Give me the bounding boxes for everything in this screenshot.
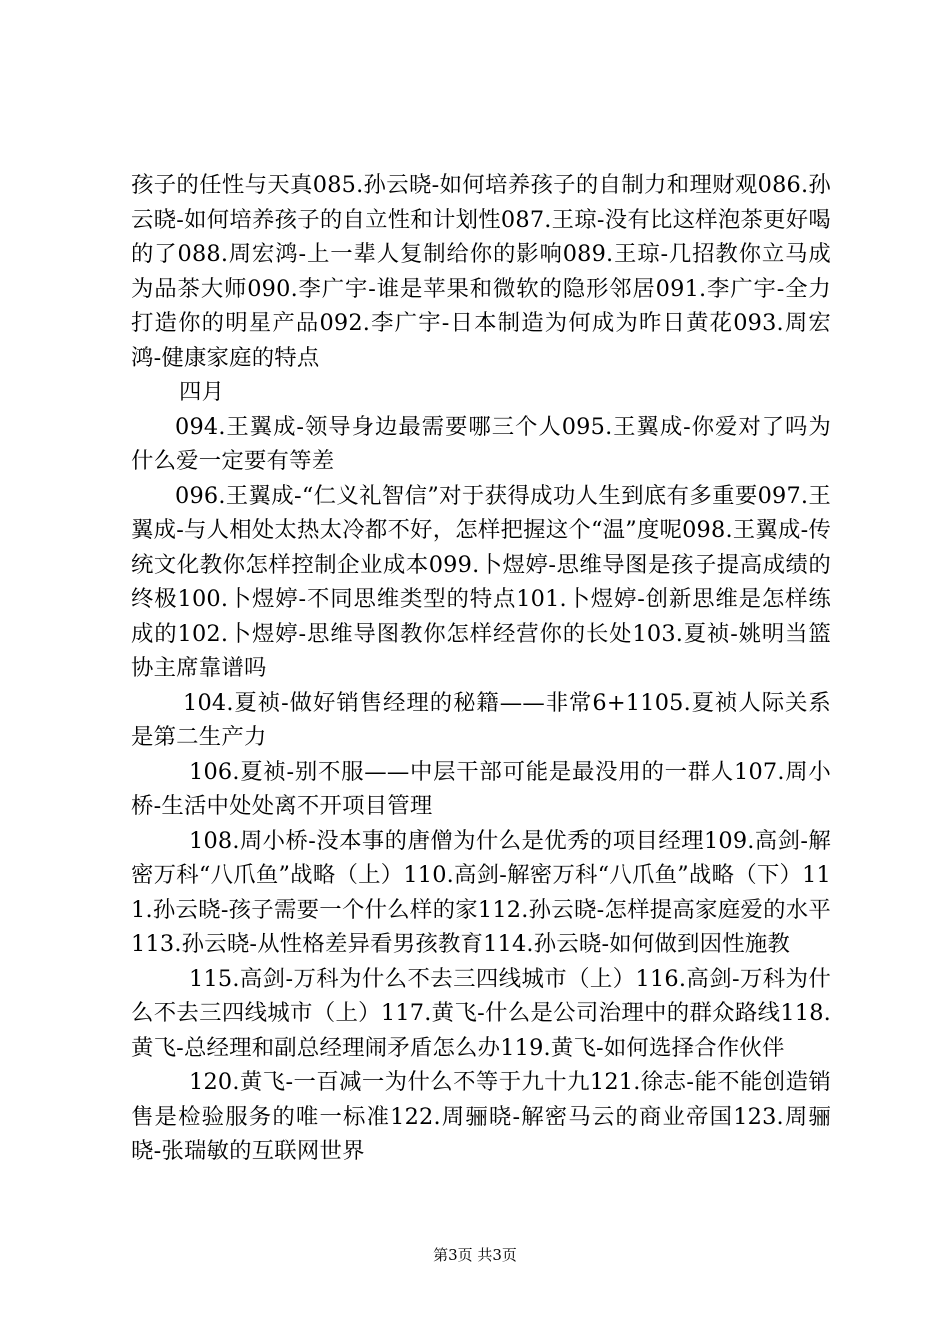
paragraph-9: 120.黄飞-一百减一为什么不等于九十九121.徐志-能不能创造销售是检验服务的唯一标准122.周骊晓-解密马云的商业帝国123.周骊晓-张瑞敏的互联网世界 xyxy=(131,1069,831,1164)
paragraph-3: 094.王翼成-领导身边最需要哪三个人095.王翼成-你爱对了吗为什么爱一定要有等差 xyxy=(131,413,831,474)
paragraph-8: 115.高剑-万科为什么不去三四线城市（上）116.高剑-万科为什么不去三四线城市（上）117.黄飞-什么是公司治理中的群众路线118.黄飞-总经理和副总经理闹矛盾怎么办119.黄飞-如何选择合作伙伴 xyxy=(131,965,831,1061)
paragraph-7: 108.周小桥-没本事的唐僧为什么是优秀的项目经理109.高剑-解密万科“八爪鱼”战略（上）110.高剑-解密万科“八爪鱼”战略（下）111.孙云晓-孩子需要一个什么样的家112.孙云晓-怎样提高家庭爱的水平113.孙云晓-从性格差异看男孩教育114.孙云晓-如何做到因性施教 xyxy=(131,827,831,957)
section-heading-april: 四月 xyxy=(179,379,225,405)
paragraph-6: 106.夏祯-别不服——中层干部可能是最没用的一群人107.周小桥-生活中处处离不开项目管理 xyxy=(131,758,831,819)
document-body xyxy=(131,168,831,1169)
page-footer: 第3页 共3页 xyxy=(433,1246,517,1264)
paragraph-5: 104.夏祯-做好销售经理的秘籍——非常6+1105.夏祯人际关系是第二生产力 xyxy=(131,689,831,750)
paragraph-4: 096.王翼成-“仁义礼智信”对于获得成功人生到底有多重要097.王翼成-与人相处太热太冷都不好，怎样把握这个“温”度呢098.王翼成-传统文化教你怎样控制企业成本099.卜煜婷-思维导图是孩子提高成绩的终极100.卜煜婷-不同思维类型的特点101.卜煜婷-创新思维是怎样练成的102.卜煜婷-思维导图教你怎样经营你的长处103.夏祯-姚明当篮协主席靠谱吗 xyxy=(131,482,831,681)
paragraph-1: 孩子的任性与天真085.孙云晓-如何培养孩子的自制力和理财观086.孙云晓-如何培养孩子的自立性和计划性087.王琼-没有比这样泡茶更好喝的了088.周宏鸿-上一辈人复制给你的影响089.王琼-几招教你立马成为品茶大师090.李广宇-谁是苹果和微软的隐形邻居091.李广宇-全力打造你的明星产品092.李广宇-日本制造为何成为昨日黄花093.周宏鸿-健康家庭的特点 xyxy=(131,172,831,371)
